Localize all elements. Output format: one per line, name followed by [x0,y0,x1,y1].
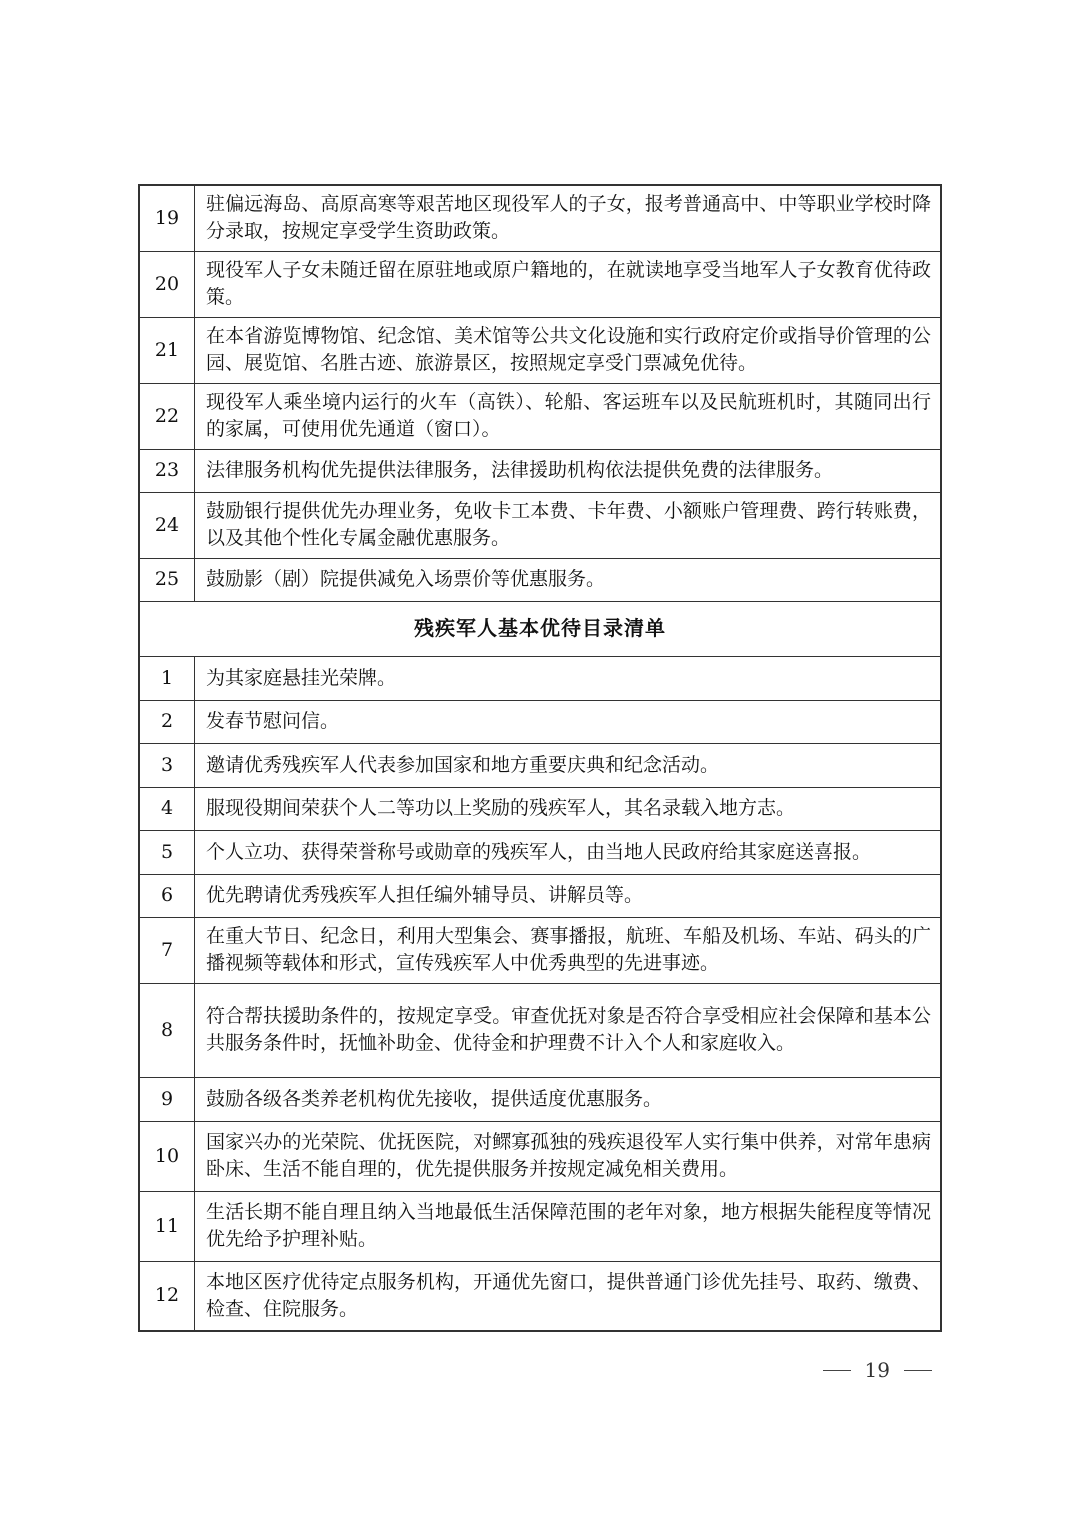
row-number: 22 [139,383,195,449]
row-text: 鼓励影（剧）院提供减免入场票价等优惠服务。 [195,558,942,601]
table-row [139,383,941,449]
row-number: 4 [139,787,195,830]
row-text: 鼓励各级各类养老机构优先接收，提供适度优惠服务。 [195,1077,942,1121]
row-number: 11 [139,1191,195,1261]
table-row [139,830,941,874]
row-number: 10 [139,1121,195,1191]
row-text: 驻偏远海岛、高原高寒等艰苦地区现役军人的子女，报考普通高中、中等职业学校时降分录取，按规定享受学生资助政策。 [195,185,942,251]
table-row [139,1121,941,1191]
row-text: 现役军人乘坐境内运行的火车（高铁）、轮船、客运班车以及民航班机时，其随同出行的家属，可使用优先通道（窗口）。 [195,383,942,449]
row-text: 邀请优秀残疾军人代表参加国家和地方重要庆典和纪念活动。 [195,743,942,787]
table-row [139,251,941,317]
table-row [139,492,941,558]
table-row [139,1191,941,1261]
row-number: 12 [139,1261,195,1331]
table-row [139,1261,941,1331]
row-number: 20 [139,251,195,317]
table-row [139,449,941,492]
table-row [139,874,941,917]
row-text: 鼓励银行提供优先办理业务，免收卡工本费、卡年费、小额账户管理费、跨行转账费，以及其他个性化专属金融优惠服务。 [195,492,942,558]
table-row [139,558,941,601]
table-row [139,1077,941,1121]
row-text: 发春节慰问信。 [195,700,942,743]
row-text: 个人立功、获得荣誉称号或勋章的残疾军人，由当地人民政府给其家庭送喜报。 [195,830,942,874]
table-row [139,787,941,830]
row-number: 3 [139,743,195,787]
row-number: 8 [139,983,195,1077]
row-text: 本地区医疗优待定点服务机构，开通优先窗口，提供普通门诊优先挂号、取药、缴费、检查、住院服务。 [195,1261,942,1331]
row-text: 优先聘请优秀残疾军人担任编外辅导员、讲解员等。 [195,874,942,917]
page-number: 19 [864,1358,890,1382]
row-text: 生活长期不能自理且纳入当地最低生活保障范围的老年对象，地方根据失能程度等情况优先给予护理补贴。 [195,1191,942,1261]
row-text: 现役军人子女未随迁留在原驻地或原户籍地的，在就读地享受当地军人子女教育优待政策。 [195,251,942,317]
footer-dash-right [904,1370,932,1371]
row-number: 23 [139,449,195,492]
footer-dash-left [823,1370,851,1371]
row-text: 在重大节日、纪念日，利用大型集会、赛事播报，航班、车船及机场、车站、码头的广播视频等载体和形式，宣传残疾军人中优秀典型的先进事迹。 [195,917,942,983]
row-number: 25 [139,558,195,601]
table-row [139,743,941,787]
row-text: 符合帮扶援助条件的，按规定享受。审查优抚对象是否符合享受相应社会保障和基本公共服务条件时，抚恤补助金、优待金和护理费不计入个人和家庭收入。 [195,983,942,1077]
row-number: 2 [139,700,195,743]
row-text: 国家兴办的光荣院、优抚医院，对鳏寡孤独的残疾退役军人实行集中供养，对常年患病卧床、生活不能自理的，优先提供服务并按规定减免相关费用。 [195,1121,942,1191]
row-text: 服现役期间荣获个人二等功以上奖励的残疾军人，其名录载入地方志。 [195,787,942,830]
table-row [139,185,941,251]
section-title: 残疾军人基本优待目录清单 [139,601,941,656]
table-row [139,700,941,743]
row-number: 9 [139,1077,195,1121]
row-number: 1 [139,656,195,700]
row-number: 24 [139,492,195,558]
row-number: 19 [139,185,195,251]
row-number: 7 [139,917,195,983]
table-row [139,983,941,1077]
row-number: 21 [139,317,195,383]
row-text: 法律服务机构优先提供法律服务，法律援助机构依法提供免费的法律服务。 [195,449,942,492]
row-number: 6 [139,874,195,917]
row-number: 5 [139,830,195,874]
page-footer [823,1358,932,1382]
section-heading-row [139,601,941,656]
table-row [139,917,941,983]
table-row [139,317,941,383]
table-row [139,656,941,700]
row-text: 在本省游览博物馆、纪念馆、美术馆等公共文化设施和实行政府定价或指导价管理的公园、展览馆、名胜古迹、旅游景区，按照规定享受门票减免优待。 [195,317,942,383]
benefits-table [138,184,942,1332]
row-text: 为其家庭悬挂光荣牌。 [195,656,942,700]
